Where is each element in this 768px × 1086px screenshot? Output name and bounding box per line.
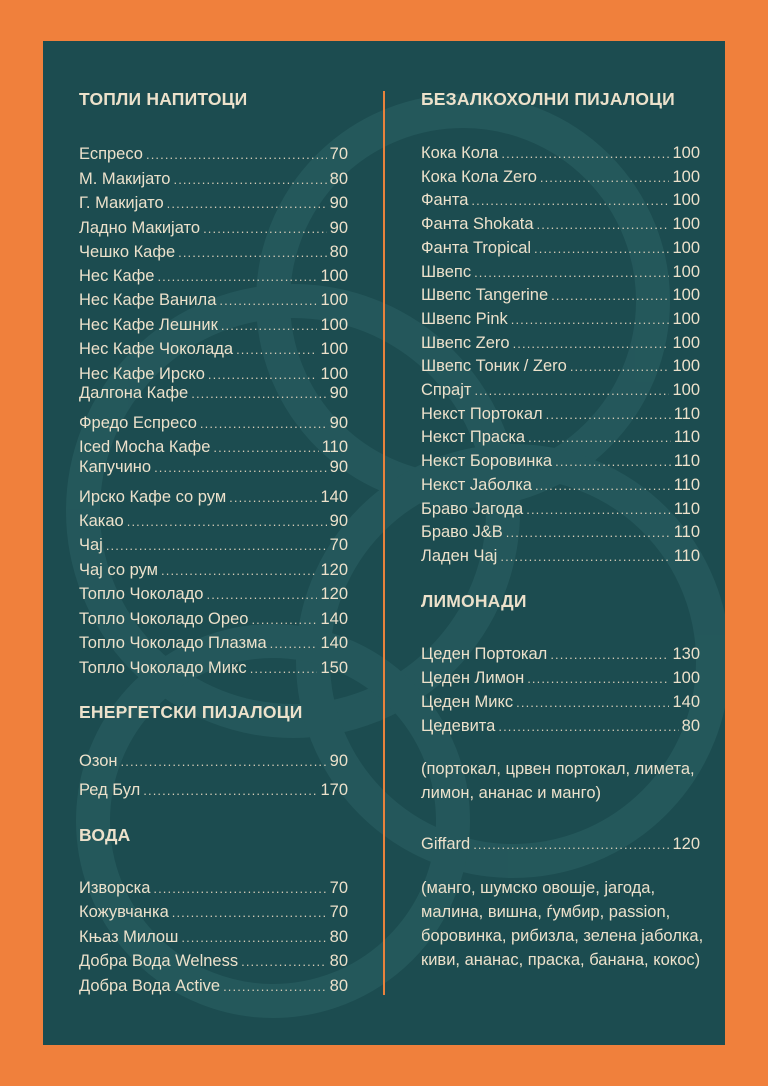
menu-item	[421, 523, 700, 543]
item-name: Добра Вода Welness	[79, 952, 239, 970]
menu-item	[79, 536, 348, 556]
item-name: Некст Боровинка	[421, 452, 553, 471]
item-price: 100	[672, 357, 700, 376]
item-price: 100	[672, 669, 700, 687]
item-price: 100	[320, 316, 348, 334]
dot-leader	[540, 170, 670, 185]
item-price: 90	[329, 458, 348, 476]
menu-item	[79, 488, 348, 508]
dot-leader	[154, 460, 327, 475]
menu-item	[421, 334, 700, 354]
item-price: 70	[329, 536, 348, 554]
dot-leader	[527, 671, 669, 686]
item-price: 80	[329, 243, 348, 261]
item-name: Какао	[79, 512, 124, 530]
item-name: Ладен Чај	[421, 546, 498, 565]
item-name: Iced Mocha Кафе	[79, 438, 211, 456]
menu-item	[79, 384, 348, 404]
item-price: 110	[673, 523, 700, 542]
dot-leader	[550, 647, 669, 662]
dot-leader	[251, 612, 317, 627]
item-name: Кока Кола	[421, 144, 499, 162]
item-name: Некст Портокал	[421, 404, 543, 423]
dot-leader	[213, 440, 318, 455]
menu-item	[79, 267, 348, 287]
item-price: 120	[320, 585, 348, 603]
item-name: Далгона Кафе	[79, 384, 189, 402]
item-price: 80	[329, 977, 348, 995]
dot-leader	[513, 336, 670, 351]
dot-leader	[546, 407, 671, 422]
menu-item	[79, 659, 348, 679]
item-name: Ирско Кафе со рум	[79, 488, 227, 506]
item-name: Швепс	[421, 262, 472, 281]
item-name: Нес Кафе Чоколада	[79, 340, 234, 358]
item-price: 150	[320, 659, 348, 677]
item-price: 70	[329, 903, 348, 921]
menu-item	[421, 500, 700, 520]
item-price: 100	[320, 267, 348, 285]
dot-leader	[167, 196, 327, 211]
dot-leader	[270, 636, 318, 651]
item-price: 100	[672, 167, 700, 186]
dot-leader	[127, 514, 327, 529]
dot-leader	[206, 587, 317, 602]
item-name: Цеден Лимон	[421, 669, 525, 687]
item-name: Фредо Еспресо	[79, 414, 197, 432]
dot-leader	[161, 563, 317, 578]
dot-leader	[173, 172, 326, 187]
dot-leader	[146, 147, 327, 162]
dot-leader	[526, 502, 670, 517]
dot-leader	[208, 367, 318, 382]
dot-leader	[223, 979, 327, 994]
item-name: Кока Кола Zero	[421, 167, 537, 186]
dot-leader	[511, 312, 670, 327]
menu-item	[421, 669, 700, 689]
dot-leader	[153, 881, 326, 896]
item-name: Некст Јаболка	[421, 475, 532, 494]
dot-leader	[570, 359, 670, 374]
dot-leader	[203, 221, 327, 236]
menu-item	[79, 291, 348, 311]
menu-item	[421, 428, 700, 448]
item-name: Швепс Pink	[421, 309, 508, 328]
menu-item	[79, 219, 348, 239]
item-name: Цедевита	[421, 717, 496, 735]
item-price: 90	[329, 219, 348, 237]
item-name: Кожувчанка	[79, 903, 169, 921]
item-name: Добра Вода Active	[79, 977, 221, 995]
item-price: 100	[672, 309, 700, 328]
menu-item	[79, 752, 348, 772]
item-price: 100	[672, 333, 700, 352]
item-price: 100	[672, 262, 700, 281]
menu-item	[79, 928, 348, 948]
item-price: 140	[320, 634, 348, 652]
dot-leader	[143, 783, 317, 798]
item-price: 100	[672, 191, 700, 210]
item-name: Ред Бул	[79, 781, 141, 799]
item-name: Чешко Кафе	[79, 243, 176, 261]
item-price: 140	[320, 610, 348, 628]
item-price: 110	[321, 438, 348, 456]
menu-item	[79, 952, 348, 972]
menu-item	[421, 310, 700, 330]
energy-drinks-heading: ЕНЕРГЕТСКИ ПИЈАЛОЦИ	[79, 702, 303, 722]
item-price: 100	[672, 144, 700, 162]
item-name: Топло Чоколадо Плазма	[79, 634, 267, 652]
dot-leader	[528, 430, 671, 445]
item-name: Браво J&B	[421, 523, 503, 542]
menu-item	[421, 405, 700, 425]
menu-item	[421, 717, 700, 737]
item-name: Капучино	[79, 458, 152, 476]
dot-leader	[250, 661, 318, 676]
item-name: Нес Кафе Ванила	[79, 291, 217, 309]
dot-leader	[241, 954, 327, 969]
dot-leader	[473, 837, 669, 852]
item-price: 120	[320, 561, 348, 579]
item-name: Г. Макијато	[79, 194, 164, 212]
menu-item	[421, 263, 700, 283]
item-price: 90	[329, 384, 348, 402]
dot-leader	[106, 538, 327, 553]
menu-item	[421, 476, 700, 496]
item-price: 90	[329, 194, 348, 212]
menu-panel	[43, 41, 725, 1045]
menu-item	[79, 781, 348, 801]
menu-item	[421, 547, 700, 567]
menu-item	[421, 191, 700, 211]
item-price: 110	[673, 428, 700, 447]
item-price: 140	[320, 488, 348, 506]
dot-leader	[471, 193, 669, 208]
item-name: Чај со рум	[79, 561, 159, 579]
dot-leader	[219, 293, 317, 308]
dot-leader	[516, 695, 669, 710]
soft-drinks-heading: БЕЗАЛКОХОЛНИ ПИЈАЛОЦИ	[421, 89, 675, 109]
menu-item	[79, 561, 348, 581]
menu-item	[79, 194, 348, 214]
dot-leader	[191, 386, 326, 401]
item-price: 90	[329, 512, 348, 530]
menu-item	[79, 438, 348, 458]
column-divider	[383, 91, 385, 995]
dot-leader	[534, 241, 669, 256]
item-name: Фанта	[421, 191, 469, 210]
item-price: 100	[320, 365, 348, 383]
item-price: 100	[672, 286, 700, 305]
item-name: Цеден Микс	[421, 693, 514, 711]
dot-leader	[474, 383, 669, 398]
menu-item	[79, 414, 348, 434]
item-name: Еспресо	[79, 145, 143, 163]
dot-leader	[121, 754, 327, 769]
item-name: Швепс Tangerine	[421, 286, 549, 305]
item-name: Изворска	[79, 879, 151, 897]
item-name: Ладно Макијато	[79, 219, 201, 237]
hot-drinks-heading: ТОПЛИ НАПИТОЦИ	[79, 89, 248, 109]
item-price: 170	[320, 781, 348, 799]
item-price: 100	[672, 381, 700, 399]
item-price: 80	[329, 952, 348, 970]
menu-item	[79, 903, 348, 923]
item-price: 70	[329, 145, 348, 163]
item-price: 90	[329, 752, 348, 770]
menu-item	[79, 585, 348, 605]
item-name: Швепс Zero	[421, 333, 510, 352]
item-name: Фанта Tropical	[421, 238, 532, 257]
item-price: 80	[329, 170, 348, 188]
item-name: Giffard	[421, 835, 471, 853]
menu-item	[421, 645, 700, 665]
item-name: М. Макијато	[79, 170, 171, 188]
item-name: Цеден Портокал	[421, 645, 548, 663]
item-name: Спрајт	[421, 381, 472, 399]
menu-item	[79, 977, 348, 997]
dot-leader	[474, 265, 669, 280]
dot-leader	[157, 269, 317, 284]
menu-item	[79, 145, 348, 165]
item-price: 80	[681, 717, 700, 735]
menu-item	[79, 170, 348, 190]
dot-leader	[200, 416, 327, 431]
cedevita-flavors-note: (портокал, црвен портокал, лимета, лимон, ананас и манго)	[421, 760, 695, 802]
dot-leader	[181, 930, 326, 945]
lemonades-heading: ЛИМОНАДИ	[421, 591, 527, 611]
menu-item	[421, 452, 700, 472]
menu-item	[79, 634, 348, 654]
menu-item	[421, 144, 700, 164]
item-name: Нес Кафе Лешник	[79, 316, 218, 334]
menu-item	[421, 693, 700, 713]
item-price: 130	[672, 645, 700, 663]
menu-item	[79, 316, 348, 336]
item-price: 100	[672, 215, 700, 234]
menu-item	[421, 835, 700, 855]
item-price: 110	[673, 499, 700, 518]
menu-item	[79, 243, 348, 263]
menu-item	[79, 365, 348, 385]
dot-leader	[537, 217, 670, 232]
item-name: Озон	[79, 752, 118, 770]
item-price: 110	[673, 404, 700, 423]
dot-leader	[178, 245, 327, 260]
giffard-flavors-note: (манго, шумско овошје, јагода, малина, вишна, ѓумбир, passion, боровинка, рибизла, зелена јаболка, киви, ананас, праска, банана, кокос)	[421, 879, 704, 969]
item-name: Фанта Shokata	[421, 215, 534, 234]
dot-leader	[555, 454, 671, 469]
menu-item	[79, 458, 348, 478]
menu-item	[79, 512, 348, 532]
item-name: Топло Чоколадо Микс	[79, 659, 247, 677]
menu-item	[421, 239, 700, 259]
dot-leader	[506, 525, 671, 540]
item-name: Топло Чоколадо	[79, 585, 204, 603]
item-price: 70	[329, 879, 348, 897]
dot-leader	[221, 318, 318, 333]
menu-item	[421, 357, 700, 377]
water-heading: ВОДА	[79, 825, 131, 845]
item-price: 110	[673, 475, 700, 494]
menu-item	[421, 286, 700, 306]
menu-item	[421, 168, 700, 188]
item-name: Нес Кафе	[79, 267, 155, 285]
item-price: 110	[673, 546, 700, 565]
item-price: 100	[672, 238, 700, 257]
menu-item	[79, 879, 348, 899]
dot-leader	[236, 342, 317, 357]
item-price: 110	[673, 452, 700, 471]
dot-leader	[229, 490, 317, 505]
item-name: Швепс Тоник / Zero	[421, 357, 567, 376]
item-name: Књаз Милош	[79, 928, 179, 946]
item-name: Некст Праска	[421, 428, 526, 447]
item-name: Браво Јагода	[421, 499, 524, 518]
menu-item	[421, 381, 700, 401]
item-price: 100	[320, 291, 348, 309]
menu-item	[421, 215, 700, 235]
menu-item	[79, 610, 348, 630]
item-price: 140	[672, 693, 700, 711]
dot-leader	[551, 288, 669, 303]
item-name: Нес Кафе Ирско	[79, 365, 205, 383]
item-name: Чај	[79, 536, 103, 554]
item-name: Топло Чоколадо Орео	[79, 610, 249, 628]
dot-leader	[501, 146, 669, 161]
item-price: 80	[329, 928, 348, 946]
dot-leader	[500, 549, 670, 564]
item-price: 90	[329, 414, 348, 432]
dot-leader	[172, 905, 327, 920]
item-price: 120	[672, 835, 700, 853]
dot-leader	[498, 719, 678, 734]
item-price: 100	[320, 340, 348, 358]
dot-leader	[535, 478, 671, 493]
menu-item	[79, 340, 348, 360]
